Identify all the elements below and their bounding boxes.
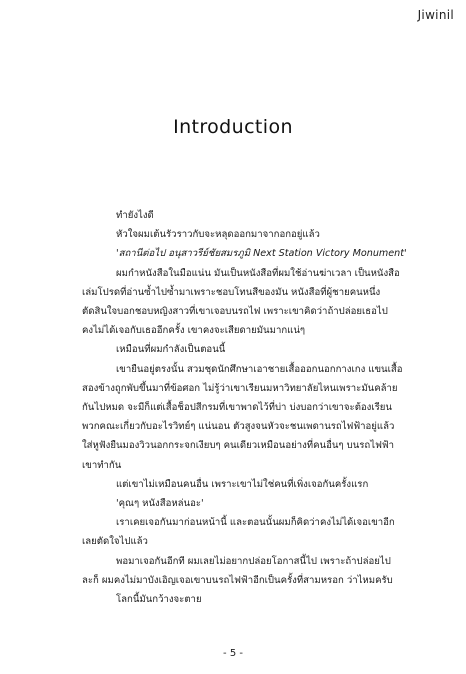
text-line: พวกคณะเกี่ยวกับอะไรวิทย์ๆ แน่นอน ตัวสูงจนหัวจะชนเพดานรถไฟฟ้าอยู่แล้ว	[82, 421, 395, 433]
text-line: หัวใจผมเต้นรัวราวกับจะหลุดออกมาจากอกอยู่แล้ว	[116, 229, 320, 241]
text-line: เล่มโปรดที่อ่านซ้ำไปซ้ำมาเพราะชอบโทนสีของมัน หนังสือที่ผู้ชายคนหนึ่ง	[82, 286, 381, 298]
body-text	[82, 206, 410, 609]
text-line: 'สถานีต่อไป อนุสาวรีย์ชัยสมรภูมิ Next Station Victory Monument'	[116, 248, 407, 260]
text-line: กันไปหมด จะมีก็แต่เสื้อช็อปสีกรมที่เขาพาดไว้ที่บ่า บ่งบอกว่าเขาจะต้องเรียน	[82, 402, 392, 414]
text-line: เราเคยเจอกันมาก่อนหน้านี้ และตอนนั้นผมก็คิดว่าคงไม่ได้เจอเขาอีก	[116, 517, 395, 529]
text-line: ละก็ ผมคงไม่มาบังเอิญเจอเขาบนรถไฟฟ้าอีกเป็นครั้งที่สามหรอก ว่าไหมครับ	[82, 574, 393, 586]
text-line: เลยตัดใจไปแล้ว	[82, 536, 148, 548]
text-line: ใส่หูฟังยืนมองวิวนอกกระจกเงียบๆ คนเดียวเหมือนอย่างที่คนอื่นๆ บนรถไฟฟ้า	[82, 440, 395, 452]
text-line: สองข้างถูกพับขึ้นมาที่ข้อศอก ไม่รู้ว่าเขาเรียนมหาวิทยาลัยไหนเพราะมันคล้าย	[82, 382, 398, 394]
text-line: โลกนี้มันกว้างจะตาย	[116, 594, 202, 606]
text-line: พอมาเจอกันอีกที ผมเลยไม่อยากปล่อยโอกาสนี้ไป เพราะถ้าปล่อยไป	[116, 555, 391, 567]
text-line: คงไม่ได้เจอกับเธออีกครั้ง เขาคงจะเสียดายมันมากแน่ๆ	[82, 325, 306, 337]
page-number: - 5 -	[223, 648, 243, 659]
text-line: 'คุณๆ หนังสือหล่นอะ'	[116, 498, 204, 510]
running-header-author: Jiwinil	[417, 8, 454, 22]
text-line: ตัดสินใจบอกชอบหญิงสาวที่เขาเจอบนรถไฟ เพราะเขาคิดว่าถ้าปล่อยเธอไป	[82, 306, 388, 318]
text-line: เขายืนอยู่ตรงนั้น สวมชุดนักศึกษาเอาชายเสื้อออกนอกกางเกง แขนเสื้อ	[116, 363, 403, 375]
text-line: เหมือนที่ผมกำลังเป็นตอนนี้	[116, 344, 226, 356]
text-line: ทำยังไงดี	[116, 210, 154, 221]
chapter-title: Introduction	[173, 116, 293, 138]
text-line: ผมกำหนังสือในมือแน่น มันเป็นหนังสือที่ผมใช้อ่านฆ่าเวลา เป็นหนังสือ	[116, 267, 400, 279]
text-line: เขาทำกัน	[82, 459, 122, 471]
text-line: แต่เขาไม่เหมือนคนอื่น เพราะเขาไม่ใช่คนที่เพิ่งเจอกันครั้งแรก	[116, 478, 369, 490]
